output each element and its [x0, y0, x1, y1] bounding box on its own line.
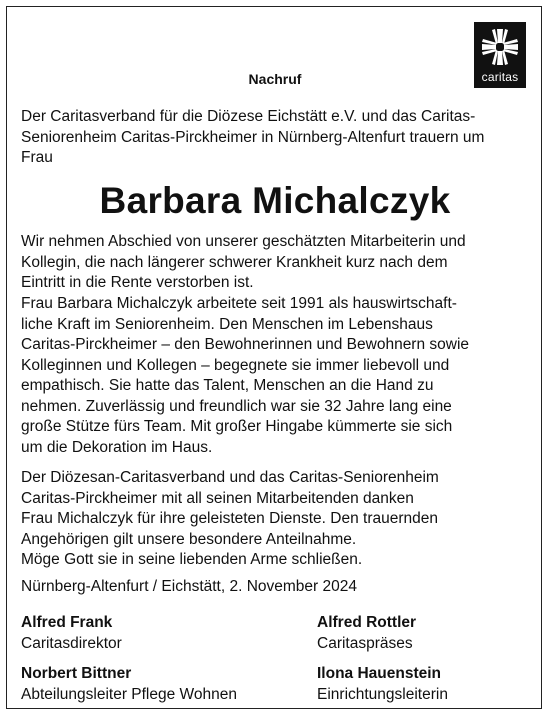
signatory: [21, 613, 122, 654]
paragraph-career: [21, 294, 533, 458]
signatory-name: Ilona Hauenstein: [317, 665, 442, 682]
paragraph-line: Angehörigen gilt unsere besondere Anteilnahme.: [21, 530, 357, 548]
paragraph-line: liche Kraft im Seniorenheim. Den Menschen im Lebenshaus: [21, 315, 433, 333]
signatory: [317, 664, 448, 705]
signatory: [21, 664, 237, 705]
heading-nachruf: Nachruf: [248, 71, 302, 87]
paragraph-line: Möge Gott sie in seine liebenden Arme schließen.: [21, 551, 363, 568]
signatory-role: Caritasdirektor: [21, 634, 122, 652]
paragraph-farewell: [21, 232, 533, 294]
paragraph-line: Wir nehmen Abschied von unserer geschätzten Mitarbeiterin und: [21, 233, 466, 250]
paragraph-line: nehmen. Zuverlässig und freundlich war sie 32 Jahre lang eine: [21, 397, 452, 415]
paragraph-line: Eintritt in die Rente verstorben ist.: [21, 274, 254, 291]
signatory: [317, 613, 416, 654]
signatory-name: Norbert Bittner: [21, 665, 132, 682]
paragraph-line: Kolleginnen und Kollegen – begegnete sie immer liebevoll und: [21, 356, 450, 374]
intro-line: Frau: [21, 149, 53, 166]
paragraph-line: Der Diözesan-Caritasverband und das Caritas-Seniorenheim: [21, 469, 439, 486]
paragraph-line: große Stütze fürs Team. Mit großer Hingabe kümmerte sie sich: [21, 418, 453, 435]
paragraph-line: Caritas-Pirckheimer mit all seinen Mitarbeitenden danken: [21, 489, 414, 507]
paragraph-line: Frau Michalczyk für ihre geleisteten Dienste. Den trauernden: [21, 510, 438, 527]
paragraph-line: um die Dekoration im Haus.: [21, 438, 213, 456]
signatory-name: Alfred Rottler: [317, 614, 417, 631]
paragraph-line: empathisch. Sie hatte das Talent, Menschen an die Hand zu: [21, 377, 434, 394]
intro-line: Der Caritasverband für die Diözese Eichstätt e.V. und das Caritas-: [21, 108, 476, 125]
paragraph-line: Frau Barbara Michalczyk arbeitete seit 1991 als hauswirtschaft-: [21, 295, 457, 312]
place-and-date: Nürnberg-Altenfurt / Eichstätt, 2. November 2024: [21, 578, 357, 595]
intro-line: Seniorenheim Caritas-Pirckheimer in Nürnberg-Altenfurt trauern um: [21, 128, 485, 146]
signatory-role: Einrichtungsleiterin: [317, 685, 448, 703]
paragraph-line: Caritas-Pirckheimer – den Bewohnerinnen und Bewohnern sowie: [21, 336, 470, 353]
paragraph-line: Kollegin, die nach längerer schwerer Krankheit kurz nach dem: [21, 253, 448, 271]
deceased-name: Barbara Michalczyk: [99, 180, 451, 221]
signatory-name: Alfred Frank: [21, 614, 113, 631]
intro-text: [21, 107, 531, 169]
caritas-cross-icon: [480, 27, 520, 67]
logo-text: caritas: [481, 70, 519, 84]
signatory-role: Caritaspräses: [317, 634, 413, 652]
paragraph-thanks: [21, 468, 533, 571]
signatory-role: Abteilungsleiter Pflege Wohnen: [21, 685, 237, 703]
